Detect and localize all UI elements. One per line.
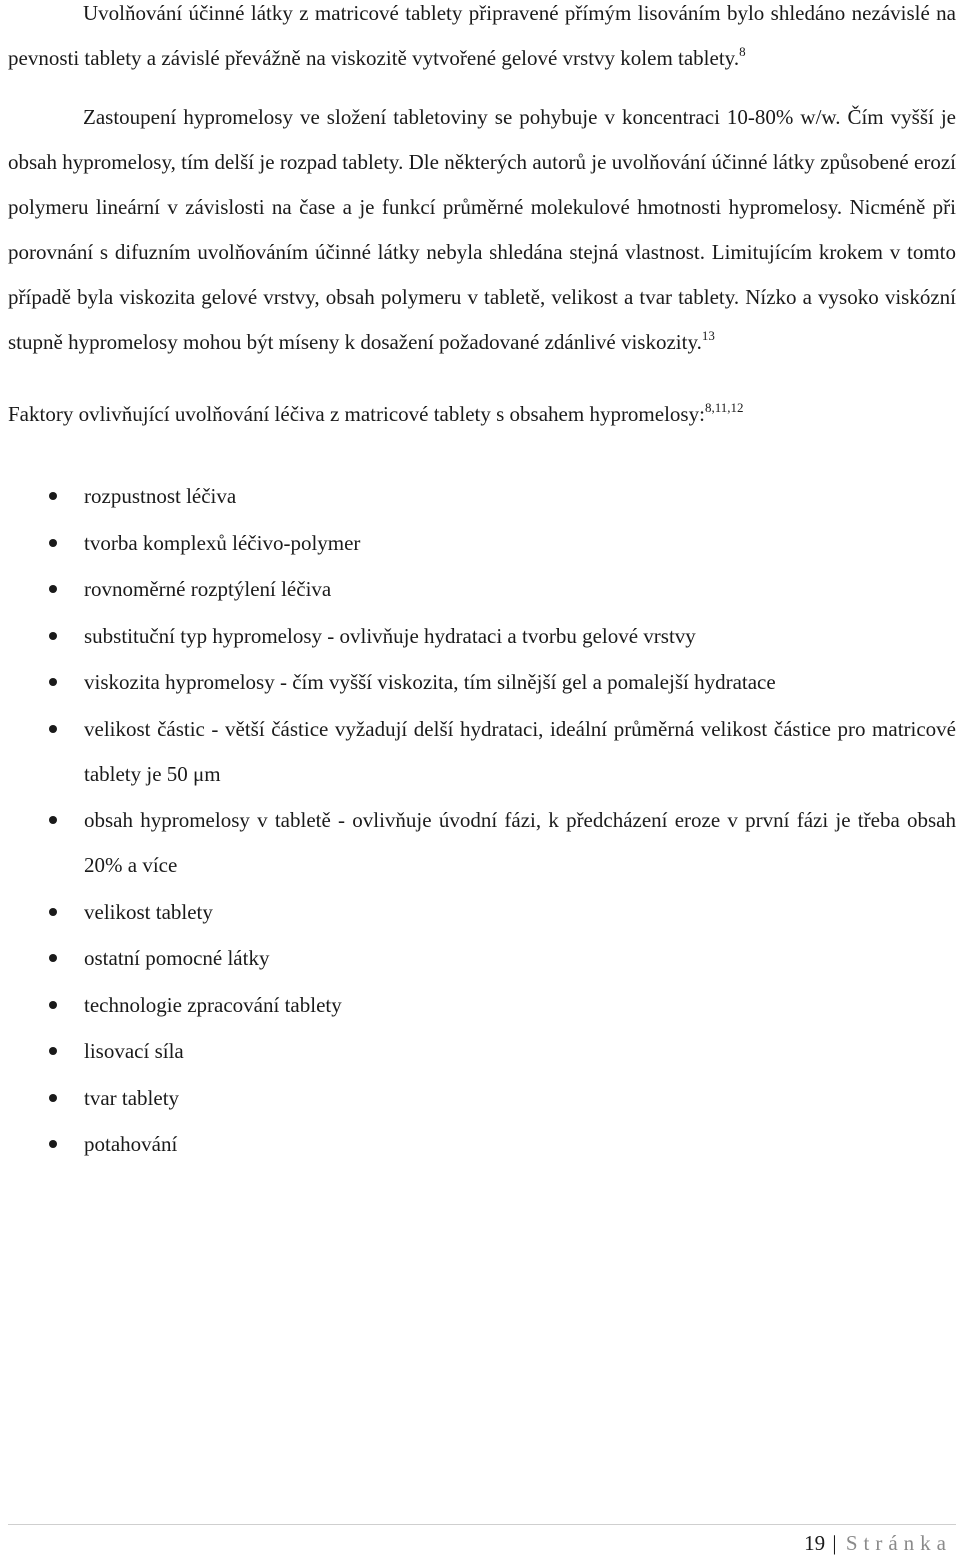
list-item: tvorba komplexů léčivo-polymer	[8, 521, 956, 566]
bullet-icon	[49, 908, 57, 916]
list-item: velikost tablety	[8, 890, 956, 935]
list-item: substituční typ hypromelosy - ovlivňuje hydrataci a tvorbu gelové vrstvy	[8, 614, 956, 659]
bullet-icon	[49, 632, 57, 640]
list-item: technologie zpracování tablety	[8, 983, 956, 1028]
list-item: rozpustnost léčiva	[8, 474, 956, 519]
bullet-icon	[49, 539, 57, 547]
bullet-icon	[49, 725, 57, 733]
paragraph-text: Zastoupení hypromelosy ve složení tabletoviny se pohybuje v koncentraci 10-80% w/w. Čím vyšší je obsah hypromelosy, tím delší je rozpad tablety. Dle některých autorů je uvolňování účinné látky způsobené erozí polymeru lineární v závislosti na čase a je funkcí průměrné molekulové hmotnosti hypromelosy. Nicméně při porovnání s difuzním uvolňováním účinné látky nebyla shledána stejná vlastnost. Limitujícím krokem v tomto případě byla viskozita gelové vrstvy, obsah polymeru v tabletě, velikost a tvar tablety. Nízko a vysoko viskózní stupně hypromelosy mohou být míseny k dosažení požadované zdánlivé viskozity.	[8, 105, 956, 354]
citation-ref: 8	[739, 44, 746, 59]
list-item: lisovací síla	[8, 1029, 956, 1074]
bullet-icon	[49, 1140, 57, 1148]
document-page	[8, 0, 956, 1169]
paragraph-hypromelose-concentration	[8, 95, 956, 367]
list-item: rovnoměrné rozptýlení léčiva	[8, 567, 956, 612]
bullet-icon	[49, 585, 57, 593]
page-footer	[804, 1530, 952, 1556]
list-item: potahování	[8, 1122, 956, 1167]
footer-separator: |	[832, 1531, 837, 1555]
bullet-icon	[49, 678, 57, 686]
bullet-icon	[49, 1094, 57, 1102]
factors-intro-text: Faktory ovlivňující uvolňování léčiva z matricové tablety s obsahem hypromelosy:	[8, 402, 705, 426]
factors-intro	[8, 397, 956, 434]
citation-ref: 8,11,12	[704, 400, 744, 415]
page-label: Stránka	[845, 1531, 952, 1555]
list-item: viskozita hypromelosy - čím vyšší viskozita, tím silnější gel a pomalejší hydratace	[8, 660, 956, 705]
bullet-icon	[49, 492, 57, 500]
bullet-icon	[49, 954, 57, 962]
footer-divider	[8, 1524, 956, 1525]
paragraph-gel-layer	[8, 0, 956, 83]
citation-ref: 13	[701, 328, 715, 343]
bullet-icon	[49, 1001, 57, 1009]
list-item: obsah hypromelosy v tabletě - ovlivňuje úvodní fázi, k předcházení eroze v první fázi je třeba obsah 20% a více	[8, 798, 956, 888]
paragraph-text: Uvolňování účinné látky z matricové tablety připravené přímým lisováním bylo shledáno nezávislé na pevnosti tablety a závislé převážně na viskozitě vytvořené gelové vrstvy kolem tablety.	[8, 1, 956, 70]
list-item: ostatní pomocné látky	[8, 936, 956, 981]
bullet-icon	[49, 1047, 57, 1055]
page-number: 19	[804, 1531, 826, 1555]
list-item: velikost částic - větší částice vyžadují delší hydrataci, ideální průměrná velikost částice pro matricové tablety je 50 μm	[8, 707, 956, 797]
list-item: tvar tablety	[8, 1076, 956, 1121]
factors-list	[8, 474, 956, 1167]
bullet-icon	[49, 816, 57, 824]
